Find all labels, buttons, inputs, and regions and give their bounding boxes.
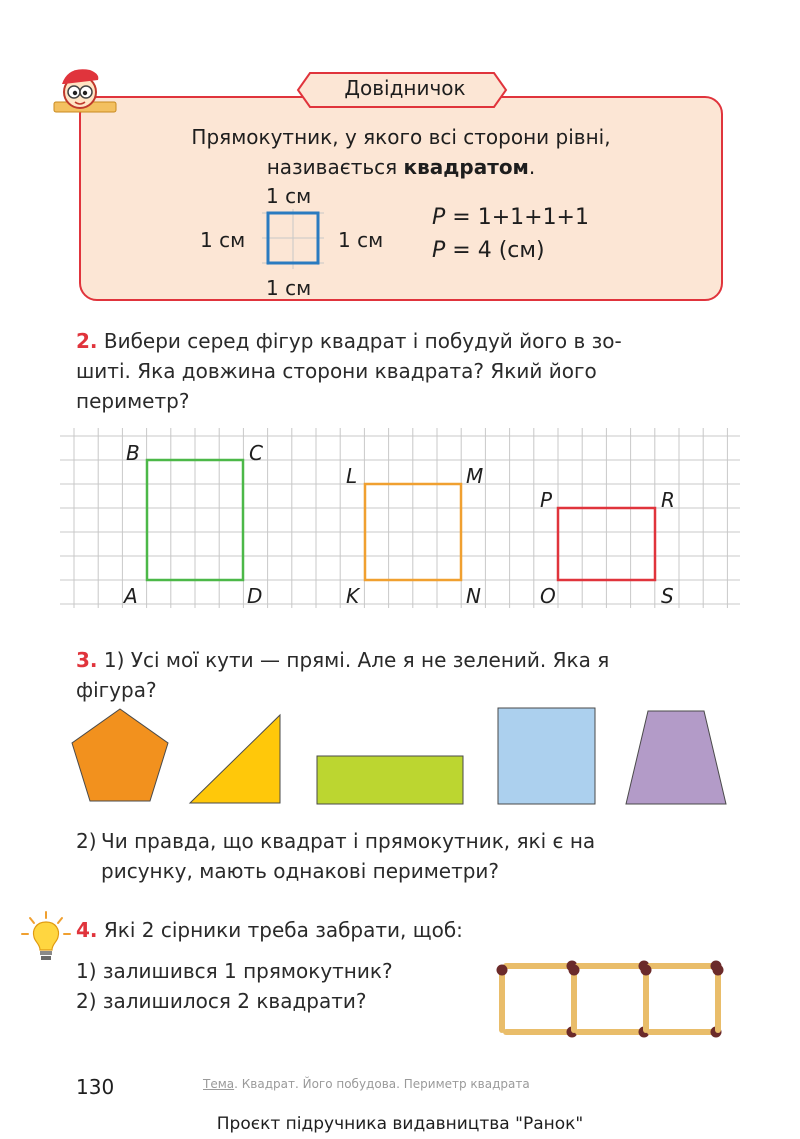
point-n-label: N bbox=[466, 584, 481, 608]
matchstick bbox=[641, 965, 652, 1031]
ex3-q2-line1: Чи правда, що квадрат і прямокутник, які є на bbox=[101, 829, 596, 853]
ref-formula-1: P = 1+1+1+1 bbox=[432, 205, 589, 230]
ex2-text-line2: шиті. Яка довжина сторони квадрата? Який його bbox=[76, 359, 597, 383]
ex3-q2-number: 2) bbox=[76, 829, 97, 853]
ref-side-bottom-label: 1 см bbox=[266, 276, 312, 300]
point-a-label: A bbox=[124, 584, 138, 608]
point-o-label: O bbox=[540, 584, 556, 608]
lightbulb-icon bbox=[20, 910, 72, 966]
mascot-icon bbox=[48, 62, 120, 118]
ex2-text-line1: 2. Вибери серед фігур квадрат і побудуй його в зо- bbox=[76, 329, 622, 353]
matchstick bbox=[506, 961, 578, 972]
ex2-text-line3: периметр? bbox=[76, 389, 190, 413]
point-b-label: B bbox=[126, 441, 140, 465]
matchstick bbox=[650, 961, 722, 972]
matchstick bbox=[497, 965, 508, 1031]
page-number: 130 bbox=[76, 1075, 115, 1099]
ref-square-diagram bbox=[258, 205, 330, 273]
ex3-q2-line2: рисунку, мають однакові периметри? bbox=[101, 859, 500, 883]
ref-definition-line1: Прямокутник, у якого всі сторони рівні, bbox=[191, 125, 611, 149]
topic-line: Тема. Квадрат. Його побудова. Периметр квадрата bbox=[203, 1077, 530, 1091]
point-s-label: S bbox=[661, 584, 674, 608]
matchstick bbox=[578, 961, 650, 972]
point-c-label: C bbox=[249, 441, 263, 465]
ex3-text-line1: 3. 1) Усі мої кути — прямі. Але я не зелений. Яка я bbox=[76, 648, 610, 672]
ex4-text-line1: 4. Які 2 сірники треба забрати, щоб: bbox=[76, 918, 463, 942]
ex4-item-2: 2) залишилося 2 квадрати? bbox=[76, 989, 367, 1013]
point-l-label: L bbox=[346, 464, 358, 488]
matchstick bbox=[578, 1027, 650, 1038]
ex3-shapes bbox=[70, 705, 740, 810]
rectangle-shape bbox=[317, 756, 463, 804]
point-p-label: P bbox=[540, 488, 553, 512]
ex4-number: 4. bbox=[76, 918, 98, 942]
ex3-number: 3. bbox=[76, 648, 98, 672]
ref-side-right-label: 1 см bbox=[338, 228, 384, 252]
matchstick bbox=[713, 965, 724, 1031]
ref-side-top-label: 1 см bbox=[266, 184, 312, 208]
ex4-item-1: 1) залишився 1 прямокутник? bbox=[76, 959, 393, 983]
matchstick bbox=[569, 965, 580, 1031]
trapezoid-shape bbox=[626, 711, 726, 804]
matchstick bbox=[506, 1027, 578, 1038]
ref-title: Довідничок bbox=[344, 76, 466, 100]
ex3-text-line2: фігура? bbox=[76, 678, 157, 702]
matchstick bbox=[650, 1027, 722, 1038]
ref-definition-line2: називається квадратом. bbox=[266, 155, 536, 179]
pentagon-shape bbox=[72, 709, 168, 801]
publisher-line: Проєкт підручника видавництва "Ранок" bbox=[216, 1114, 584, 1134]
point-m-label: M bbox=[466, 464, 484, 488]
ex2-grid-figure bbox=[60, 428, 740, 608]
ref-formula-2: P = 4 (см) bbox=[432, 238, 545, 263]
ref-side-left-label: 1 см bbox=[200, 228, 246, 252]
ref-bold-term: квадратом bbox=[403, 155, 529, 179]
triangle-shape bbox=[190, 715, 280, 803]
point-r-label: R bbox=[661, 488, 675, 512]
point-k-label: K bbox=[346, 584, 360, 608]
ex2-number: 2. bbox=[76, 329, 98, 353]
matchsticks-figure bbox=[488, 950, 733, 1045]
square-shape bbox=[498, 708, 595, 804]
point-d-label: D bbox=[247, 584, 263, 608]
